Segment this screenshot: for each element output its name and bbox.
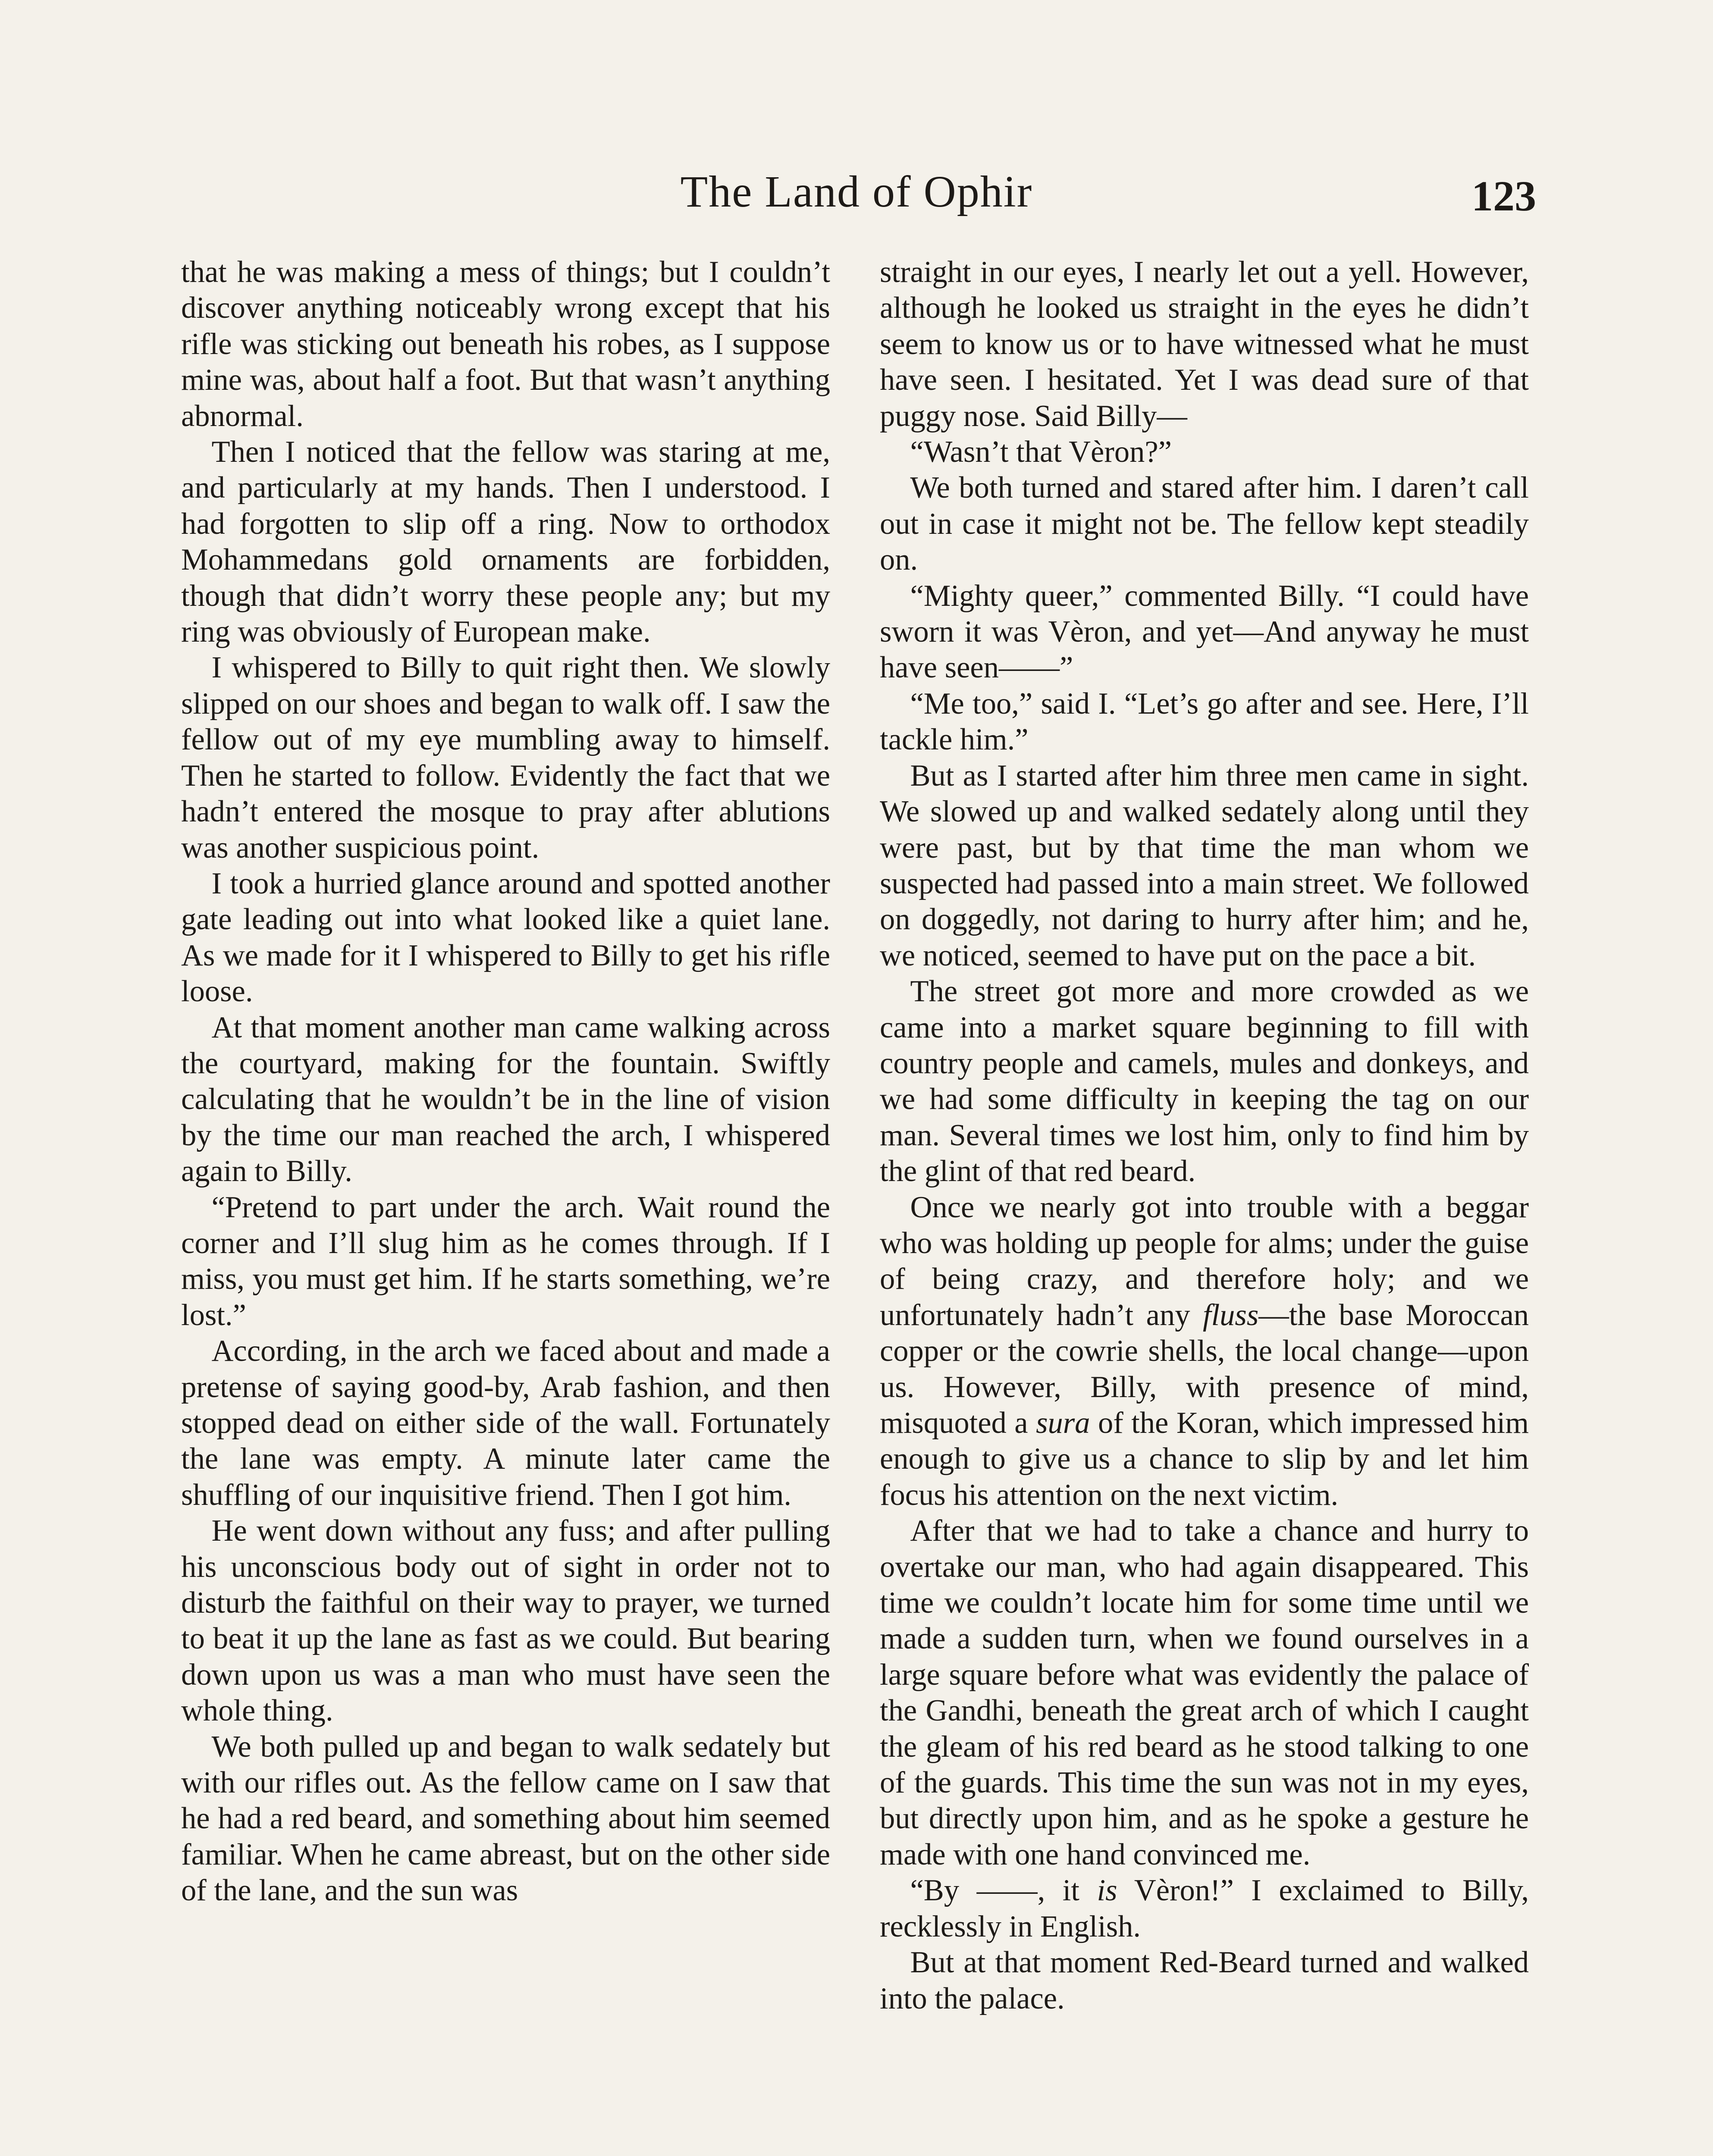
right-column — [880, 254, 1529, 2017]
paragraph: “Pretend to part under the arch. Wait round the corner and I’ll slug him as he comes through. If I miss, you must get him. If he starts something, we’re lost.” — [181, 1190, 830, 1332]
paragraph: that he was making a mess of things; but I couldn’t discover anything noticeably wrong except that his rifle was sticking out beneath his robes, as I suppose mine was, about half a foot. But that wasn’t anything abnormal. — [181, 255, 830, 433]
paragraph: But as I started after him three men came in sight. We slowed up and walked sedately along until they were past, but by that time the man whom we suspected had passed into a main street. We followed on doggedly, not daring to hurry after him; and he, we noticed, seemed to have put on the pace a bit. — [880, 758, 1529, 972]
paragraph: But at that moment Red-Beard turned and walked into the palace. — [880, 1946, 1529, 2015]
running-title: The Land of Ophir — [680, 167, 1033, 216]
paragraph: Then I noticed that the fellow was staring at me, and particularly at my hands. Then I understood. I had forgotten to slip off a ring. Now to orthodox Mohammedans gold ornaments are forbidden, though that didn’t worry these people any; but my ring was obviously of European make. — [181, 435, 830, 649]
page-number: 123 — [1471, 172, 1536, 220]
italic-word: is — [1097, 1874, 1117, 1908]
paragraph: “Me too,” said I. “Let’s go after and see. Here, I’ll tackle him.” — [880, 686, 1529, 757]
paragraph: We both turned and stared after him. I daren’t call out in case it might not be. The fellow kept steadily on. — [880, 471, 1529, 577]
page-header — [0, 164, 1713, 233]
paragraph: “Mighty queer,” commented Billy. “I could have sworn it was Vèron, and yet—And anyway he must have seen——” — [880, 579, 1529, 685]
paragraph: After that we had to take a chance and hurry to overtake our man, who had again disappeared. This time we couldn’t locate him for some time until we made a sudden turn, when we found ourselves in a large square before what was evidently the palace of the Gandhi, beneath the great arch of which I caught the gleam of his red beard as he stood talking to one of the guards. This time the sun was not in my eyes, but directly upon him, and as he spoke a gesture he made with one hand convinced me. — [880, 1514, 1529, 1871]
paragraph: “Wasn’t that Vèron?” — [910, 435, 1172, 469]
paragraph-text: Vèron!” I exclaimed to Billy, recklessly in English. — [880, 1874, 1529, 1943]
italic-word: sura — [1036, 1406, 1090, 1440]
paragraph-text: of the Koran, which impressed him enough to give us a chance to slip by and let him focus his attention on the next victim. — [880, 1406, 1529, 1512]
paragraph: According, in the arch we faced about and made a pretense of saying good-by, Arab fashion, and then stopped dead on either side of the wall. Fortunately the lane was empty. A minute later came the shuffling of our inquisitive friend. Then I got him. — [181, 1334, 830, 1512]
paragraph: He went down without any fuss; and after pulling his unconscious body out of sight in order not to disturb the faithful on their way to prayer, we turned to beat it up the lane as fast as we could. But bearing down upon us was a man who must have seen the whole thing. — [181, 1514, 830, 1728]
paragraph — [880, 1873, 1529, 1945]
paragraph: We both pulled up and began to walk sedately but with our rifles out. As the fellow came on I saw that he had a red beard, and something about him seemed familiar. When he came abreast, but on the other side of the lane, and the sun was — [181, 1730, 830, 1908]
paragraph: I took a hurried glance around and spotted another gate leading out into what looked like a quiet lane. As we made for it I whispered to Billy to get his rifle loose. — [181, 866, 830, 1009]
paragraph: The street got more and more crowded as we came into a market square beginning to fill with country people and camels, mules and donkeys, and we had some difficulty in keeping the tag on our man. Several times we lost him, only to find him by the glint of that red beard. — [880, 975, 1529, 1188]
paragraph: I whispered to Billy to quit right then. We slowly slipped on our shoes and began to walk off. I saw the fellow out of my eye mumbling away to himself. Then he started to follow. Evidently the fact that we hadn’t entered the mosque to pray after ablutions was another suspicious point. — [181, 651, 830, 865]
italic-word: fluss — [1203, 1298, 1259, 1332]
paragraph-text: —the base Moroccan copper or the cowrie shells, the local change—upon us. However, Billy, with presence of mind, misquoted a — [880, 1298, 1529, 1440]
left-column — [181, 254, 830, 1909]
paragraph: straight in our eyes, I nearly let out a yell. However, although he looked us straight in the eyes he didn’t seem to know us or to have witnessed what he must have seen. I hesitated. Yet I was dead sure of that puggy nose. Said Billy— — [880, 255, 1529, 433]
paragraph-text: “By ——, it — [910, 1874, 1079, 1908]
paragraph — [880, 1190, 1529, 1514]
paragraph: At that moment another man came walking across the courtyard, making for the fountain. Swiftly calculating that he wouldn’t be in the line of vision by the time our man reached the arch, I whispered again to Billy. — [181, 1010, 830, 1188]
paragraph-text: Once we nearly got into trouble with a beggar who was holding up people for alms; under the guise of being crazy, and therefore holy; and we unfortunately hadn’t any — [880, 1190, 1529, 1332]
